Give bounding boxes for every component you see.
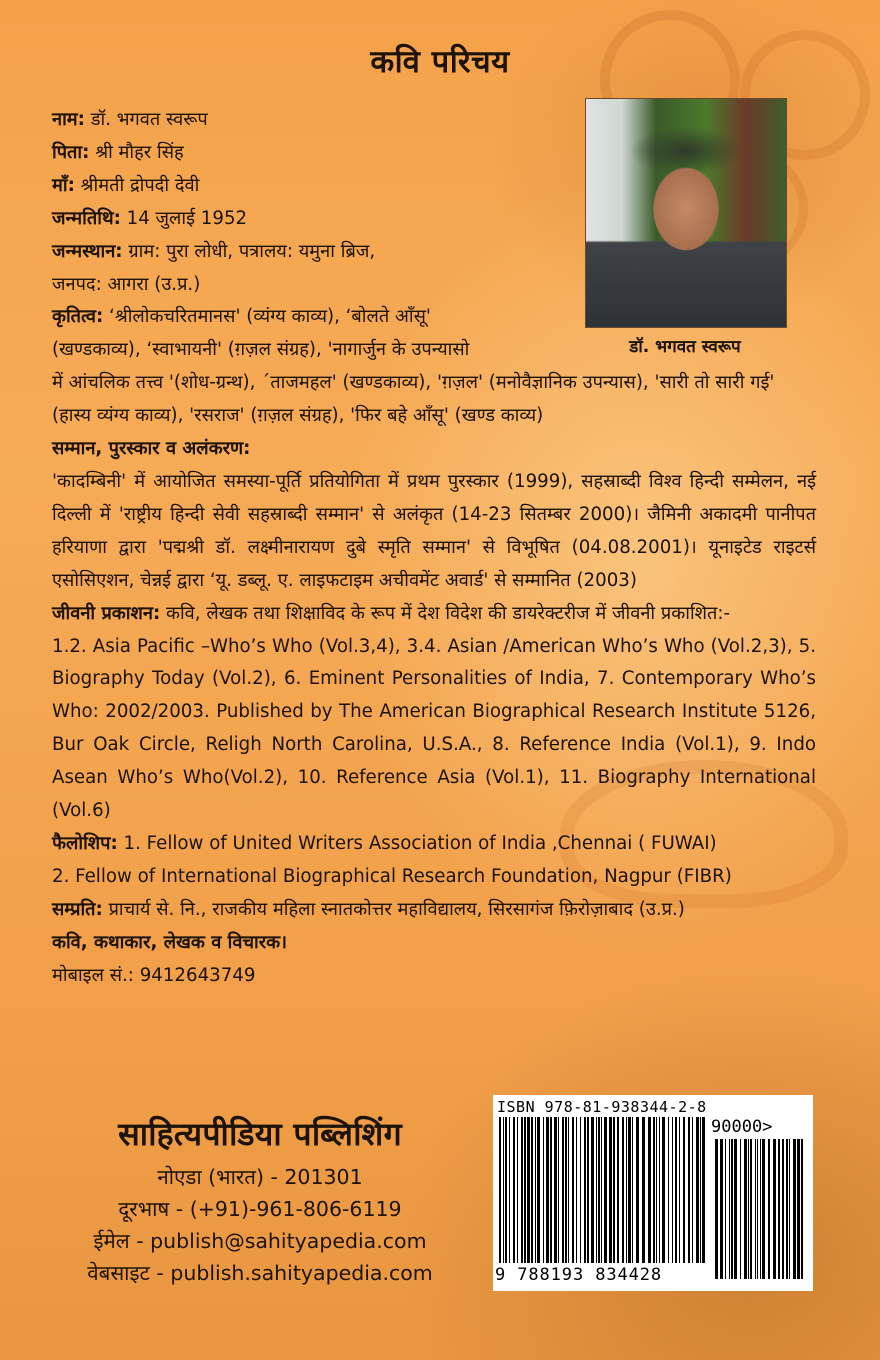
barcode-bar bbox=[531, 1117, 533, 1263]
barcode-bar bbox=[744, 1139, 747, 1279]
barcode-bar bbox=[535, 1117, 536, 1263]
barcode-bar bbox=[760, 1139, 761, 1279]
barcode-bar bbox=[725, 1139, 726, 1279]
current-label: सम्प्रति: bbox=[52, 898, 103, 920]
barcode-bar bbox=[648, 1117, 651, 1263]
barcode-bar bbox=[596, 1117, 597, 1263]
barcode-bar bbox=[509, 1117, 510, 1263]
barcode-bar bbox=[546, 1117, 549, 1263]
roles-line: कवि, कथाकार, लेखक व विचारक। bbox=[52, 931, 288, 953]
barcode-bar bbox=[688, 1117, 690, 1263]
barcode-bar bbox=[740, 1139, 741, 1279]
barcode-digits: 9 788193 834428 bbox=[495, 1265, 663, 1285]
mother-line bbox=[52, 170, 816, 203]
dob-line bbox=[52, 203, 816, 236]
barcode-bar bbox=[617, 1117, 619, 1263]
barcode-bar bbox=[692, 1117, 693, 1263]
fellowship-line bbox=[52, 828, 816, 861]
barcode-bar bbox=[672, 1117, 673, 1263]
barcode-bar bbox=[554, 1117, 557, 1263]
barcode-addon: 90000> bbox=[711, 1117, 773, 1137]
page-title: कवि परिचय bbox=[370, 44, 510, 80]
works-rest: में आंचलिक तत्त्व '(शोध-ग्रन्थ), ´ताजमहल' (खण्डकाव्य), 'ग़ज़ल' (मनोवैज्ञानिक उपन्यास), 'सारी तो सारी गई' (हास्य व्यंग्य काव्य), 'रसराज' (ग़ज़ल संग्रह), 'फिर बहे आँसू' (खण्ड काव्य) bbox=[52, 372, 775, 427]
barcode-bar bbox=[762, 1139, 765, 1279]
barcode-bar bbox=[565, 1117, 567, 1263]
barcode-bar bbox=[601, 1117, 602, 1263]
dob-label: जन्मतिथि: bbox=[52, 207, 121, 229]
barcode-bar bbox=[580, 1117, 581, 1263]
isbn-barcode bbox=[493, 1095, 813, 1291]
barcode-bar bbox=[591, 1117, 594, 1263]
mother-value: श्रीमती द्रोपदी देवी bbox=[74, 174, 200, 196]
barcode-bar bbox=[700, 1117, 701, 1263]
biopub-label: जीवनी प्रकाशन: bbox=[52, 602, 161, 624]
barcode-bar bbox=[521, 1117, 523, 1263]
barcode-bar bbox=[609, 1117, 612, 1263]
barcode-bar bbox=[572, 1117, 574, 1263]
barcode-bar bbox=[517, 1117, 518, 1263]
name-label: नाम: bbox=[52, 109, 85, 130]
birthplace-line bbox=[52, 236, 572, 269]
biopub-line bbox=[52, 598, 816, 631]
barcode-bar bbox=[729, 1139, 730, 1279]
author-bio bbox=[52, 104, 816, 992]
works-label: कृतित्व: bbox=[52, 306, 104, 328]
barcode-bar bbox=[604, 1117, 607, 1263]
barcode-bar bbox=[773, 1139, 776, 1279]
fellowship-1: 1. Fellow of United Writers Association of India ,Chennai ( FUWAI) bbox=[117, 832, 717, 854]
barcode-bar bbox=[524, 1117, 526, 1263]
barcode-addon-bars bbox=[715, 1139, 807, 1279]
barcode-bar bbox=[755, 1139, 756, 1279]
birthplace-value: ग्राम: पुरा लोधी, पत्रालय: यमुना ब्रिज, bbox=[122, 240, 376, 262]
barcode-bar bbox=[503, 1117, 504, 1263]
barcode-bar bbox=[505, 1117, 507, 1263]
barcode-bar bbox=[734, 1139, 737, 1279]
barcode-bar bbox=[782, 1139, 784, 1279]
barcode-bar bbox=[584, 1117, 586, 1263]
barcode-bar bbox=[683, 1117, 685, 1263]
barcode-bar bbox=[789, 1139, 790, 1279]
birthplace-label: जन्मस्थान: bbox=[52, 240, 123, 262]
publisher-website: वेबसाइट - publish.sahityapedia.com bbox=[87, 1261, 433, 1285]
barcode-bar bbox=[636, 1117, 639, 1263]
barcode-bar bbox=[562, 1117, 564, 1263]
father-line bbox=[52, 137, 816, 170]
barcode-bar bbox=[576, 1117, 577, 1263]
publisher-block bbox=[60, 1112, 460, 1289]
barcode-bar bbox=[801, 1139, 803, 1279]
dob-value: 14 जुलाई 1952 bbox=[120, 207, 248, 229]
name-value: डॉ. भगवत स्वरूप bbox=[84, 109, 208, 130]
barcode-bar bbox=[731, 1139, 733, 1279]
isbn-number: ISBN 978-81-938344-2-8 bbox=[497, 1098, 707, 1116]
barcode-bar bbox=[675, 1117, 677, 1263]
mobile-line: मोबाइल सं.: 9412643749 bbox=[52, 964, 256, 986]
photo-caption: डॉ. भगवत स्वरूप bbox=[629, 337, 741, 357]
barcode-bar bbox=[768, 1139, 770, 1279]
barcode-bar bbox=[513, 1117, 515, 1263]
publisher-address: नोएडा (भारत) - 201301 bbox=[157, 1165, 363, 1189]
fellowship-label: फैलोशिप: bbox=[52, 832, 118, 854]
barcode-bars bbox=[499, 1117, 709, 1263]
barcode-bar bbox=[626, 1117, 627, 1263]
barcode-bar bbox=[659, 1117, 660, 1263]
barcode-bar bbox=[656, 1117, 657, 1263]
barcode-bar bbox=[702, 1117, 705, 1263]
father-value: श्री मौहर सिंह bbox=[89, 141, 184, 163]
awards-label: सम्मान, पुरस्कार व अलंकरण: bbox=[52, 438, 251, 460]
barcode-bar bbox=[537, 1117, 540, 1263]
barcode-bar bbox=[632, 1117, 633, 1263]
directories-text: 1.2. Asia Pacific –Who’s Who (Vol.3,4), 3.4. Asian /American Who’s Who (Vol.2,3), 5. Biography Today (Vol.2), 6. Eminent Personalities of India, 7. Contemporary Who’s Who: 2002/2003. Published by The American Biographical Research Institute 5126, Bur Oak Circle, Religh North Carolina, U.S.A., 8. Reference India (Vol.1), 9. Indo Asean Who’s Who(Vol.2), 10. Reference Asia (Vol.1), 11. Biography International (Vol.6) bbox=[52, 635, 816, 822]
fellowship-2: 2. Fellow of International Biographical Research Foundation, Nagpur (FIBR) bbox=[52, 865, 732, 887]
barcode-bar bbox=[598, 1117, 600, 1263]
barcode-bar bbox=[778, 1139, 780, 1279]
father-label: पिता: bbox=[52, 141, 90, 163]
birthplace-line-2: जनपद: आगरा (उ.प्र.) bbox=[52, 273, 201, 295]
barcode-bar bbox=[662, 1117, 665, 1263]
barcode-bar bbox=[543, 1117, 544, 1263]
barcode-bar bbox=[750, 1139, 752, 1279]
barcode-bar bbox=[527, 1117, 530, 1263]
barcode-bar bbox=[720, 1139, 723, 1279]
barcode-bar bbox=[653, 1117, 655, 1263]
awards-text: 'कादम्बिनी' में आयोजित समस्या-पूर्ति प्रतियोगिता में प्रथम पुरस्कार (1999), सहस्राब्दी विश्व हिन्दी सम्मेलन, नई दिल्ली में 'राष्ट्रीय हिन्दी सेवी सहस्राब्दी सम्मान' से अलंकृत (14-23 सितम्बर 2000)। जैमिनी अकादमी पानीपत हरियाणा द्वारा 'पद्मश्री डॉ. लक्ष्मीनारायण दुबे स्मृति सम्मान' से विभूषित (04.08.2001)। यूनाइटेड राइटर्स एसोसिएशन, चेन्नई द्वारा ‘यू. डब्लू. ए. लाइफटाइम अचीवमेंट अवार्ड' से सम्मानित (2003) bbox=[52, 470, 816, 591]
barcode-bar bbox=[613, 1117, 615, 1263]
barcode-bar bbox=[622, 1117, 624, 1263]
barcode-bar bbox=[668, 1117, 669, 1263]
works-value: ‘श्रीलोकचरितमानस' (व्यंग्य काव्य), ‘बोलते आँसू' bbox=[103, 306, 431, 328]
barcode-bar bbox=[679, 1117, 680, 1263]
barcode-bar bbox=[715, 1139, 718, 1279]
barcode-bar bbox=[550, 1117, 552, 1263]
barcode-bar bbox=[499, 1117, 501, 1263]
publisher-phone: दूरभाष - (+91)-961-806-6119 bbox=[118, 1197, 402, 1221]
barcode-bar bbox=[793, 1139, 796, 1279]
barcode-bar bbox=[587, 1117, 589, 1263]
name-line bbox=[52, 104, 816, 137]
works-line-2: (खण्डकाव्य), ‘स्वाभायनी' (ग़ज़ल संग्रह), 'नागार्जुन के उपन्यासो bbox=[52, 339, 470, 361]
publisher-email: ईमेल - publish@sahityapedia.com bbox=[93, 1229, 427, 1253]
barcode-bar bbox=[786, 1139, 788, 1279]
barcode-bar bbox=[558, 1117, 559, 1263]
barcode-bar bbox=[628, 1117, 631, 1263]
mother-label: माँ: bbox=[52, 174, 75, 196]
barcode-bar bbox=[748, 1139, 749, 1279]
publisher-name: साहित्यपीडिया पब्लिशिंग bbox=[118, 1115, 402, 1153]
barcode-bar bbox=[797, 1139, 800, 1279]
works-line bbox=[52, 301, 572, 334]
current-value: प्राचार्य से. नि., राजकीय महिला स्नातकोत्तर महाविद्यालय, सिरसागंज फ़िरोज़ाबाद (उ.प्र.) bbox=[102, 898, 685, 920]
barcode-bar bbox=[568, 1117, 569, 1263]
biopub-text: कवि, लेखक तथा शिक्षाविद के रूप में देश विदेश की डायरेक्टरीज में जीवनी प्रकाशित:- bbox=[160, 602, 731, 624]
barcode-bar bbox=[642, 1117, 645, 1263]
current-line bbox=[52, 894, 816, 927]
barcode-bar bbox=[696, 1117, 699, 1263]
barcode-bar bbox=[757, 1139, 758, 1279]
